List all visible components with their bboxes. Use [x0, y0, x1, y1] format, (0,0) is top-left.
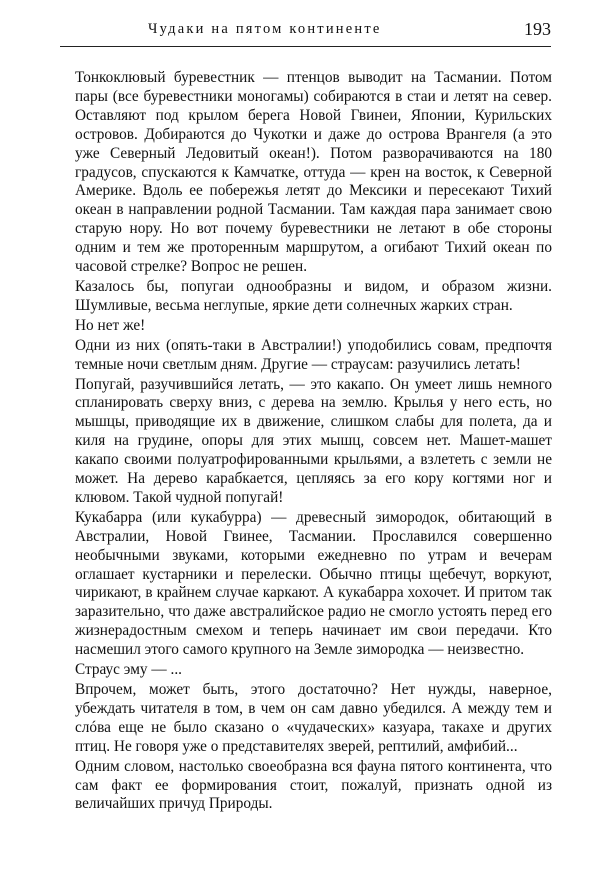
- header-rule: [60, 46, 551, 47]
- running-head: [60, 19, 551, 43]
- paragraph-but-no: Но нет же!: [75, 316, 146, 334]
- paragraph-enough: Впрочем, может быть, этого достаточно? Нет нужды, наверное, убеждать читателя в том, в чем он сам давно убедился. А между тем и слóва еще не было сказано о «чудаческих» казуара, такахе и других птиц. Не говоря уже о представителях зверей, рептилий, амфибий...: [75, 681, 552, 755]
- paragraph-parrots: Казалось бы, попугаи однообразны и видом, и образом жизни. Шумливые, весьма неглупые, яркие дети солнечных жарких стран.: [75, 277, 552, 314]
- page-number: 193: [524, 19, 551, 39]
- paragraph-petrel: Тонкоклювый буревестник — птенцов выводит на Тасмании. Потом пары (все буревестники моногамы) собираются в стаи и летят на север. Оставляют под крылом берега Новой Гвинеи, Японии, Курильских островов. Добираются до Чукотки и даже до острова Врангеля (а это уже Северный Ледовитый океан!). Потом разворачиваются на 180 градусов, спускаются к Камчатке, оттуда — крен на восток, к Северной Америке. Вдоль ее побережья летят до Мексики и пересекают Тихий океан в направлении родной Тасмании. Там каждая пара занимает свою старую нору. Но вот почему буревестники не летают в обе стороны одним и тем же протоpенным маршрутом, а огибают Тихий океан по часовой стрелке? Вопрос не решен.: [75, 69, 552, 276]
- paragraph-kakapo: Попугай, разучившийся летать, — это какапо. Он умеет лишь немного спланировать сверху вниз, с дерева на землю. Крылья у него есть, но мышцы, приводящие их в движение, слишком слабы для полета, да и киля на грудине, опоры для этих мышц, совсем нет. Машет-машет какапо своими полуатрофированными крыльями, а взлететь с земли не может. На дерево карабкается, цепляясь за его кору когтями ног и клювом. Такой чудной попугай!: [75, 375, 552, 506]
- paragraph-conclusion: Одним словом, настолько своеобразна вся фауна пятого континента, что сам факт ее формирования стоит, пожалуй, признать одной из величайших причуд Природы.: [75, 757, 552, 813]
- paragraph-kookaburra: Кукабарра (или кукабурра) — древесный зимородок, обитающий в Австралии, Новой Гвинее, Тасмании. Прославился совершенно необычными звуками, которыми ежедневно по утрам и вечерам оглашает кустарники и перелески. Обычно птицы щебечут, воркуют, чирикают, в крайнем случае каркают. А кукабарра хохочет. И притом так заразительно, что даже австралийское радио не смогло устоять перед его жизнерадостным смехом и теперь начинает им свои передачи. Кто насмешил этого самого крупного на Земле зимородка — неизвестно.: [75, 508, 552, 659]
- paragraph-emu: Страус эму — ...: [75, 661, 182, 679]
- running-title: Чудаки на пятом континенте: [148, 21, 382, 37]
- body-text: [75, 69, 552, 814]
- paragraph-owls-ostriches: Одни из них (опять-таки в Австралии!) уподобились совам, предпочтя темные ночи светлым дням. Другие — страусам: разучились летать!: [75, 336, 552, 373]
